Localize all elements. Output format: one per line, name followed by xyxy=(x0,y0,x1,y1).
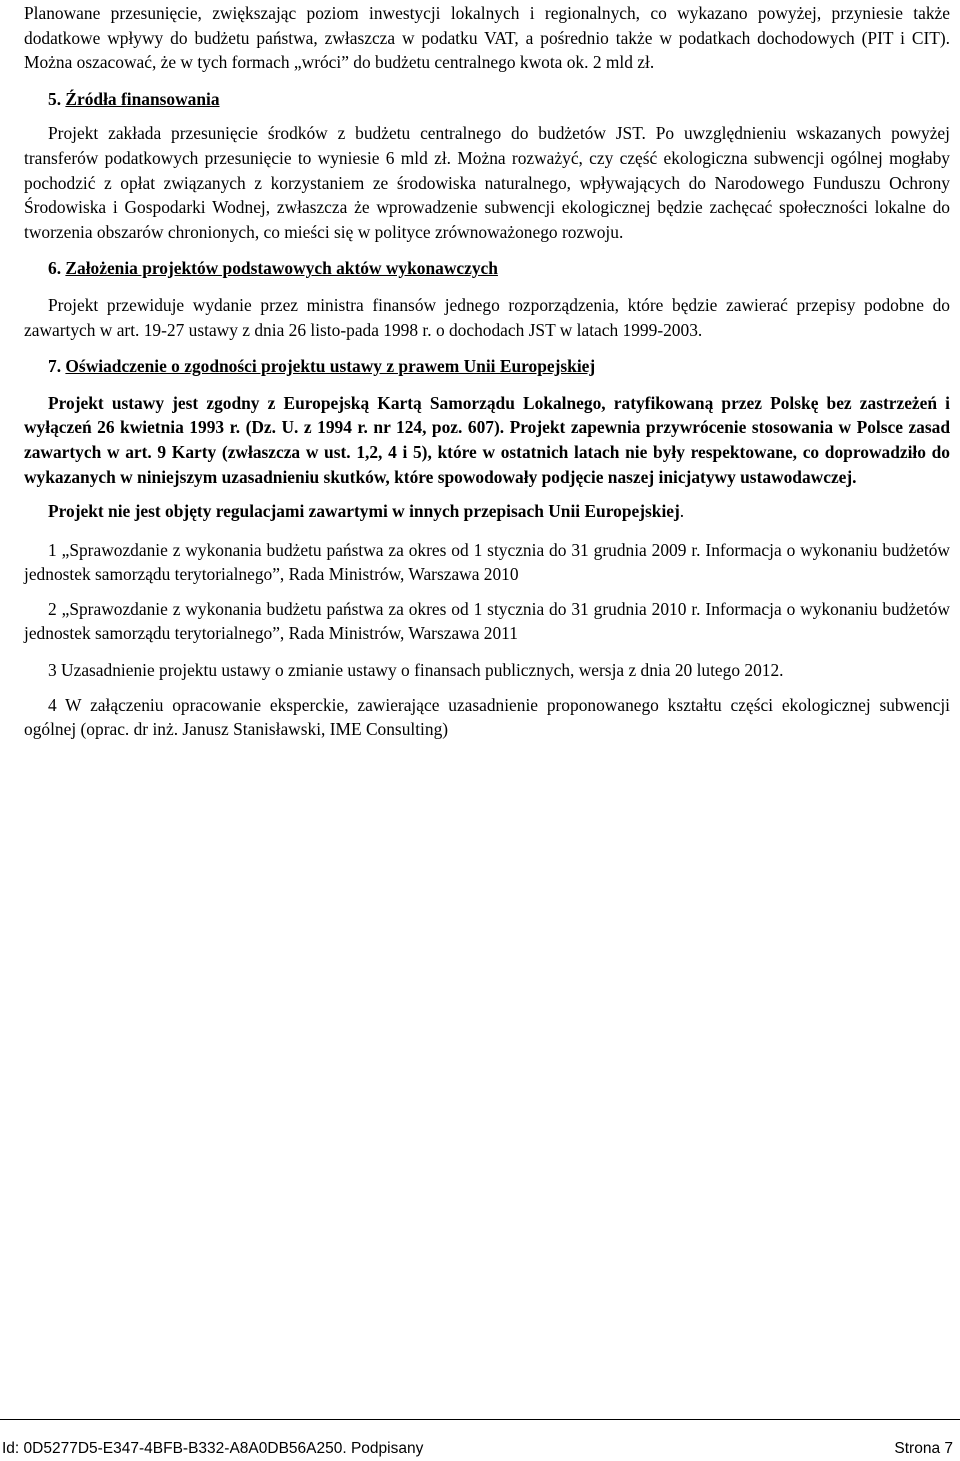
page-number: Strona 7 xyxy=(894,1440,953,1457)
section-heading-6 xyxy=(48,256,950,281)
document-id: Id: 0D5277D5-E347-4BFB-B332-A8A0DB56A250. Podpisany xyxy=(2,1440,424,1457)
document-page xyxy=(24,1,950,742)
section-6-paragraph: Projekt przewiduje wydanie przez ministra finansów jednego rozporządzenia, które będzie zawierać przepisy podobne do zawartych w art. 19-27 ustawy z dnia 26 listo-pada 1998 r. o dochodach JST w latach 1999-2003. xyxy=(24,294,950,340)
section-heading-5 xyxy=(48,87,950,112)
page-footer xyxy=(0,1419,960,1457)
section-5-paragraph: Projekt zakłada przesunięcie środków z budżetu centralnego do budżetów JST. Po uwzględnieniu wskazanych powyżej transferów podatkowych przesunięcie to wyniesie 6 mld zł. Można rozważyć, czy część ekologiczna subwencji ogólnej mogłaby pochodzić z opłat związanych z korzystaniem ze środowiska naturalnego, wpływających do Narodowego Funduszu Ochrony Środowiska i Gospodarki Wodnej, zwłaszcza że wprowadzenie subwencji ekologicznej będzie zachęcać społeczności lokalne do tworzenia obszarów chronionych, co mieści się w polityce zrównoważonego rozwoju. xyxy=(24,123,950,242)
footnote-2: 2 „Sprawozdanie z wykonania budżetu państwa za okres od 1 stycznia do 31 grudnia 2010 r. Informacja o wykonaniu budżetów jednostek samorządu terytorialnego”, Rada Ministrów, Warszawa 2011 xyxy=(24,598,950,644)
section-title: Założenia projektów podstawowych aktów wykonawczych xyxy=(65,258,498,279)
section-number: 5. xyxy=(48,88,62,109)
intro-paragraph: Planowane przesunięcie, zwiększając poziom inwestycji lokalnych i regionalnych, co wykazano powyżej, przyniesie także dodatkowe wpływy do budżetu państwa, zwłaszcza w podatku VAT, a pośrednio także w podatkach dochodowych (PIT i CIT). Można oszacować, że w tych formach „wróci” do budżetu centralnego kwota ok. 2 mld zł. xyxy=(24,3,950,73)
footnote-3: 3 Uzasadnienie projektu ustawy o zmianie ustawy o finansach publicznych, wersja z dnia 20 lutego 2012. xyxy=(48,660,784,681)
section-7-paragraph-2 xyxy=(24,499,950,524)
footnote-1: 1 „Sprawozdanie z wykonania budżetu państwa za okres od 1 stycznia do 31 grudnia 2009 r. Informacja o wykonaniu budżetów jednostek samorządu terytorialnego”, Rada Ministrów, Warszawa 2010 xyxy=(24,539,950,585)
section-title: Źródła finansowania xyxy=(65,88,220,109)
section-7-paragraph-2-period: . xyxy=(679,501,685,522)
section-7-paragraph-1: Projekt ustawy jest zgodny z Europejską Kartą Samorządu Lokalnego, ratyfikowaną przez Polskę bez zastrzeżeń i wyłączeń 26 kwietnia 1993 r. (Dz. U. z 1994 r. nr 124, poz. 607). Projekt zapewnia przywrócenie stosowania w Polsce zasad zawartych w art. 9 Karty (zwłaszcza w ust. 1,2, 4 i 5), które w ostatnich latach nie były respektowane, co doprowadziło do wykazanych w niniejszym uzasadnieniu skutków, które spowodowały podjęcie naszej inicjatywy ustawodawczej. xyxy=(24,392,950,487)
section-number: 7. xyxy=(48,356,62,377)
section-heading-7 xyxy=(48,354,950,379)
footnote-4: 4 W załączeniu opracowanie eksperckie, zawierające uzasadnienie proponowanego kształtu części ekologicznej subwencji ogólnej (oprac. dr inż. Janusz Stanisławski, IME Consulting) xyxy=(24,694,950,740)
section-title: Oświadczenie o zgodności projektu ustawy z prawem Unii Europejskiej xyxy=(65,356,596,377)
section-7-paragraph-2-text: Projekt nie jest objęty regulacjami zawartymi w innych przepisach Unii Europejskiej xyxy=(48,501,680,522)
section-number: 6. xyxy=(48,258,62,279)
